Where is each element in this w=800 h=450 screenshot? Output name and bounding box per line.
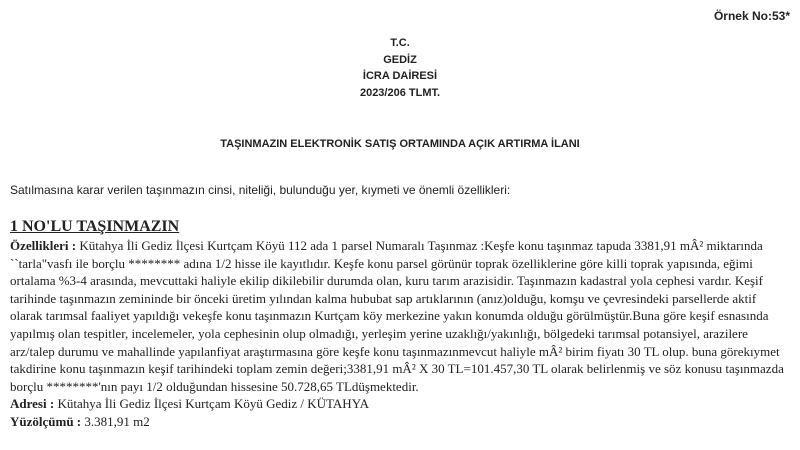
header-office: İCRA DAİRESİ bbox=[362, 70, 438, 82]
document-header bbox=[0, 35, 800, 101]
features-text: Kütahya İli Gediz İlçesi Kurtçam Köyü 112 ada 1 parsel Numaralı Taşınmaz :Keşfe konu taşınmaz tapuda 3381,91 mÂ² miktarında ``tarla"vasfı ile borçlu ******** adına 1/2 hisse ile kayıtlıdır. Keşfe konu parsel görünür toprak özelliklerine göre killi toprak yapısında, eğimi ortalama %3-4 arasında, mevcuttaki haliyle ekilip dikilebilir durumda olan, kuru tarım arazisidir. Taşınmazın kadastral yola cephesi vardır. Keşif tarihinde taşınmazın zemininde bir önceki üretim yılından kalma hububat sap artıklarının (anız)olduğu, komşu ve çevresindeki parsellerde aktif olarak tarımsal faaliyet yapıldığı vekeşfe konu taşınmazın Kurtçam köy merkezine yakın konumda olduğu görülmüştür.Buna göre keşif esnasında yapılmış olan tespitler, incelemeler, yola cephesinin olup olmadığı, yerleşim yerine uzaklığı/yakınlığı, bölgedeki tarımsal potansiyel, arazilere arz/talep durumu ve mahallinde yapılanfiyat araştırmasına göre keşfe konu taşınmazınmevcut haliyle mÂ² birim fiyatı 30 TL olup. buna görekıymet takdirine konu taşınmazın keşif tarihindeki toplam zemin değeri;3381,91 mÂ² X 30 TL=101.457,30 TL olarak belirlenmiş ve söz konusu taşınmazda borçlu ********'nın payı 1/2 olduğundan hissesine 50.728,65 TLdüşmektedir. bbox=[10, 238, 784, 394]
property-details bbox=[10, 237, 785, 431]
header-file-number: 2023/206 TLMT. bbox=[359, 86, 441, 99]
area-paragraph bbox=[10, 413, 785, 431]
features-paragraph bbox=[10, 237, 785, 395]
notice-title: TAŞINMAZIN ELEKTRONİK SATIŞ ORTAMINDA AÇIK ARTIRMA İLANI bbox=[220, 138, 580, 150]
header-republic: T.C. bbox=[390, 37, 410, 49]
area-label: Yüzölçümü : bbox=[10, 413, 82, 429]
intro-text: Satılmasına karar verilen taşınmazın cinsi, niteliği, bulunduğu yer, kıymeti ve önemli özellikleri: bbox=[10, 183, 511, 197]
address-paragraph bbox=[10, 395, 785, 413]
address-text: Kütahya İli Gediz İlçesi Kurtçam Köyü Gediz / KÜTAHYA bbox=[54, 396, 370, 412]
address-label: Adresi : bbox=[10, 396, 55, 412]
sample-number: Örnek No:53* bbox=[713, 9, 790, 23]
features-label: Özellikleri : bbox=[10, 238, 77, 253]
header-district: GEDİZ bbox=[383, 53, 417, 66]
property-title: 1 NO'LU TAŞINMAZIN bbox=[10, 218, 180, 235]
area-text: 3.381,91 m2 bbox=[81, 413, 150, 429]
